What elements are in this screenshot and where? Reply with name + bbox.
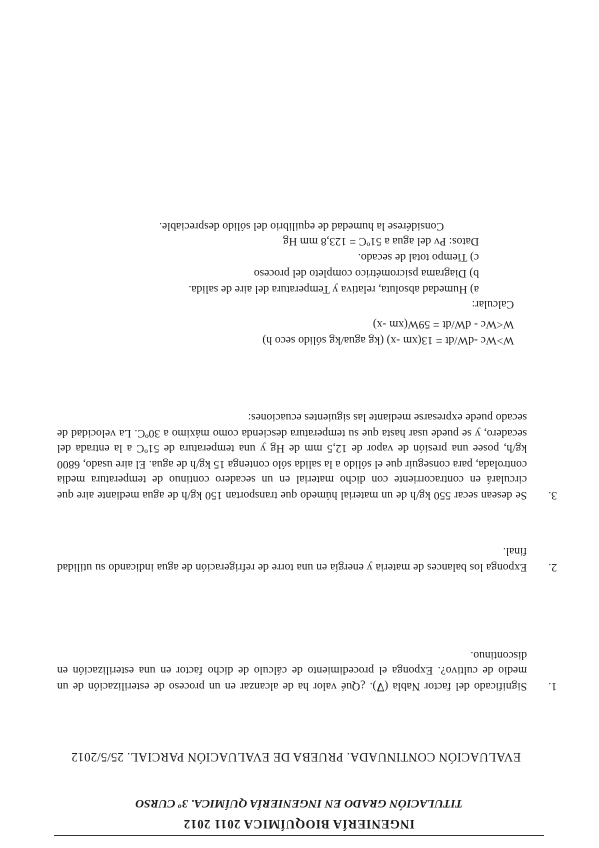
- top-rule: [54, 835, 544, 836]
- equation-2: W<Wc - dW/dt = 59W(xm -x): [372, 318, 514, 330]
- question-number: 1.: [548, 680, 557, 692]
- datos-note: Considérese la humedad de equilibrio del sólido despreciable.: [159, 220, 444, 232]
- equation-1: W>Wc -dW/dt = 13(xm -x) (kg agua/kg sólido seco h): [262, 334, 514, 346]
- question-number: 2.: [548, 561, 557, 573]
- question-text: Se desean secar 550 kg/h de un material húmedo que transportan 150 kg/h de agua mediante aire que circulará en contracorriente con dicho material en un secadero continuo de temperatura media controlada, para conseguir que el sólido a la salida sólo contenga 15 kg/h de agua. El aire usado, 6800 kg/h, posee una presión de vapor de 12,5 mm de Hg y una temperatura de 51ºC a la entrada del secadero, y se puede usar hasta que su temperatura descienda como máximo a 30ºC. La velocidad de secado puede expresarse mediante las siguientes ecuaciones:: [57, 411, 527, 501]
- question-text: Significado del factor Nabla (∇). ¿Qué valor ha de alcanzar en un proceso de esterilización de un medio de cultivo?. Exponga el procedimiento de cálculo de dicho factor en una esterilización en discontinuo.: [57, 649, 527, 692]
- calcular-label: Calcular:: [471, 298, 514, 310]
- calcular-item-a: a) Humedad absoluta, relativa y Temperatura del aire de salida.: [188, 283, 479, 295]
- question-text: Exponga los balances de materia y energía en una torre de refrigeración de agua indicando su utilidad final.: [57, 545, 527, 573]
- question-2: [47, 534, 557, 574]
- calcular-item-c: c) Tiempo total de secado.: [357, 251, 479, 263]
- question-1: [47, 633, 557, 693]
- degree-title: TITULACIÓN GRADO EN INGENIERÍA QUÍMICA. 3º CURSO: [135, 797, 463, 811]
- question-number: 3.: [548, 489, 557, 501]
- course-title: INGENIERÍA BIOQUÍMICA 2011 2012: [183, 817, 415, 831]
- exam-title: EVALUACIÓN CONTINUADA. PRUEBA DE EVALUACIÓN PARCIAL. 25/5/2012: [71, 750, 521, 764]
- calcular-item-b: b) Diagrama psicrométrico completo del proceso: [253, 267, 479, 279]
- question-3: [47, 342, 557, 502]
- datos-line: Datos: Pv del agua a 51ºC = 123,8 mm Hg: [283, 235, 479, 247]
